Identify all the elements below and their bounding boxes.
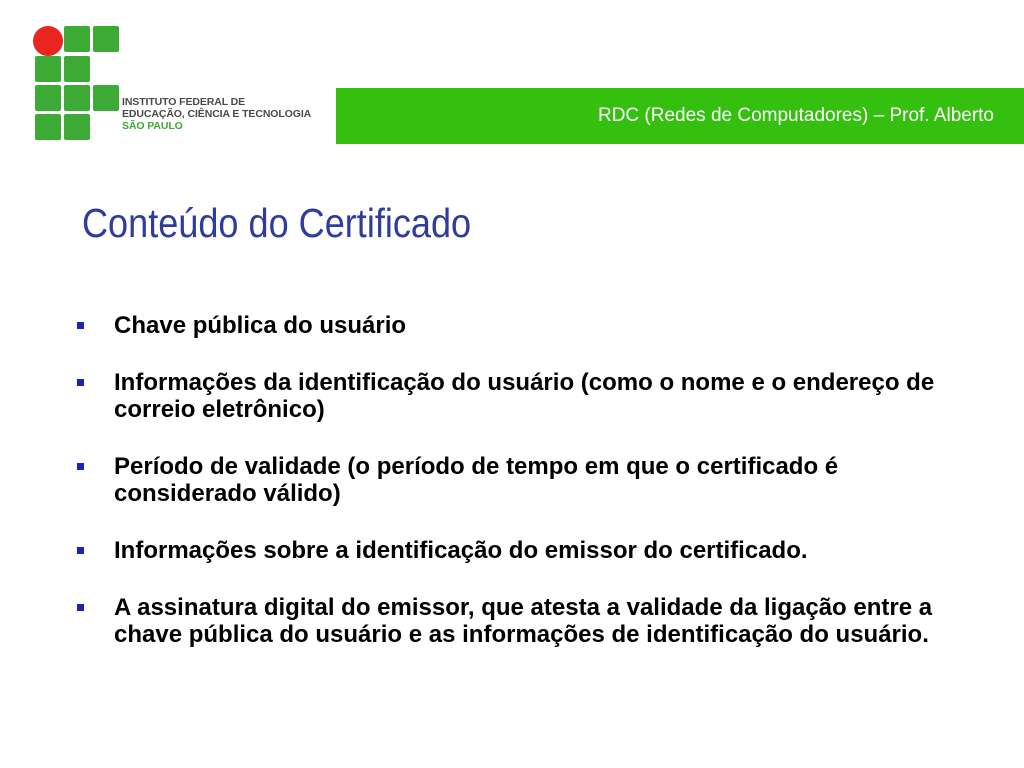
bullet-square-icon xyxy=(77,547,84,554)
header-bar xyxy=(336,88,1024,144)
institution-logo xyxy=(33,26,333,144)
logo-grid-icon xyxy=(33,26,121,142)
logo-square xyxy=(64,114,90,140)
header-text: RDC (Redes de Computadores) – Prof. Alberto xyxy=(597,105,994,126)
logo-square xyxy=(35,85,61,111)
bullet-item xyxy=(74,453,954,507)
logo-square xyxy=(93,26,119,52)
bullet-text: Período de validade (o período de tempo em que o certificado é considerado válido) xyxy=(114,453,839,507)
slide-title: Conteúdo do Certificado xyxy=(82,200,472,246)
bullet-text: Informações da identificação do usuário (como o nome e o endereço de correio eletrônico) xyxy=(114,369,935,423)
bullet-text: Chave pública do usuário xyxy=(114,312,407,339)
logo-red-circle xyxy=(33,26,63,56)
bullet-item xyxy=(74,537,954,564)
bullet-item xyxy=(74,312,954,339)
bullet-square-icon xyxy=(77,463,84,470)
logo-square xyxy=(64,26,90,52)
logo-text xyxy=(122,96,311,132)
logo-square xyxy=(64,56,90,82)
bullet-list xyxy=(74,312,954,678)
bullet-text: A assinatura digital do emissor, que atesta a validade da ligação entre a chave pública do usuário e as informações de identificação do usuário. xyxy=(114,594,933,648)
logo-line-2: EDUCAÇÃO, CIÊNCIA E TECNOLOGIA xyxy=(122,108,312,120)
bullet-square-icon xyxy=(77,322,84,329)
bullet-text: Informações sobre a identificação do emissor do certificado. xyxy=(114,537,808,564)
bullet-item xyxy=(74,594,954,648)
logo-square xyxy=(35,114,61,140)
bullet-square-icon xyxy=(77,604,84,611)
bullet-square-icon xyxy=(77,379,84,386)
logo-line-1: INSTITUTO FEDERAL DE xyxy=(122,96,246,108)
bullet-item xyxy=(74,369,954,423)
logo-square xyxy=(64,85,90,111)
logo-line-3: SÃO PAULO xyxy=(122,120,183,132)
logo-square xyxy=(93,85,119,111)
logo-square xyxy=(35,56,61,82)
